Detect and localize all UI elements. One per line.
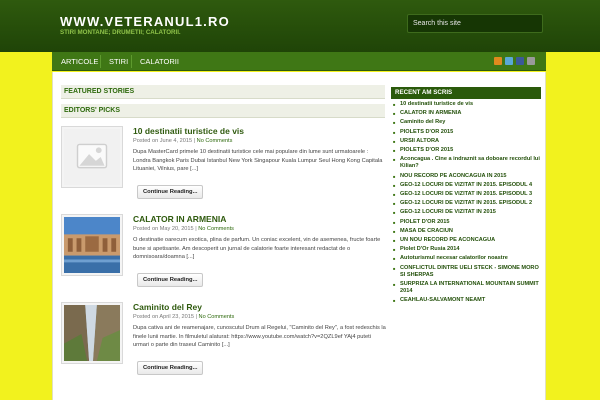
email-icon[interactable] [527, 57, 535, 65]
post-thumbnail[interactable] [61, 214, 123, 276]
post-excerpt: Dupa MasterCard primele 10 destinatii turistice cele mai populare din lume sunt urmatoarele : Londra Bangkok Paris Dubai Istanbul New York Singapour Kuala Lumpur Seul Hong Kong Capitala Lituaniei, Vilnius, pare [...] [133, 149, 383, 173]
post-thumbnail[interactable] [61, 126, 123, 188]
content-area [52, 72, 546, 400]
post-meta: Posted on May 20, 2015 | No Comments [133, 226, 234, 232]
recent-post-link[interactable]: ■ PIOLETS D'OR 2015 [391, 129, 541, 136]
gorge-image [64, 305, 120, 361]
post-excerpt: O destinatie oarecum exotica, plina de parfum. Un coniac excelent, vin de asemenea, fructe foarte bune si apetisante. Am descoperit un jurnal de calatorie foarte interesant redactat de o domnisoara/doamna [...] [133, 237, 381, 261]
search-input[interactable]: Search this site [407, 14, 543, 33]
featured-heading: FEATURED STORIES [61, 85, 385, 99]
continue-reading-button[interactable]: Continue Reading... [137, 361, 203, 375]
recent-post-link[interactable]: ■ UN NOU RECORD PE ACONCAGUA [391, 237, 541, 244]
twitter-icon[interactable] [505, 57, 513, 65]
facebook-icon[interactable] [516, 57, 524, 65]
post-title[interactable]: 10 destinatii turistice de vis [133, 126, 245, 136]
recent-post-link[interactable]: ■ URSII ALTORA [391, 138, 541, 145]
armenia-building-image [64, 217, 120, 273]
comments-link[interactable]: No Comments [198, 314, 235, 320]
nav-divider [100, 55, 101, 68]
recent-post-link[interactable]: ■ PIOLET D'OR 2015 [391, 219, 541, 226]
post-item [61, 302, 389, 382]
continue-reading-button[interactable]: Continue Reading... [137, 273, 203, 287]
comments-link[interactable]: No Comments [196, 138, 233, 144]
site-tagline: STIRI MONTANE; DRUMETII; CALATORII. [60, 29, 181, 36]
comments-link[interactable]: No Comments [198, 226, 234, 232]
recent-posts-list [391, 99, 541, 305]
recent-post-link[interactable]: ■ Aconcagua . Cine a indraznit sa doboare recordul lui Kilian? [391, 156, 541, 170]
nav-item-calatorii[interactable]: CALATORII [140, 57, 179, 66]
post-item [61, 214, 389, 294]
recent-post-link[interactable]: ■ NOU RECORD PE ACONCAGUA IN 2015 [391, 173, 541, 180]
recent-post-link[interactable]: ■ CEAHLAU-SALVAMONT NEAMT [391, 297, 541, 304]
sidebar-heading: RECENT AM SCRIS [391, 87, 541, 99]
recent-post-link[interactable]: ■ MASA DE CRACIUN [391, 228, 541, 235]
recent-post-link[interactable]: ■ CONFLICTUL DINTRE UELI STECK - SIMONE MORO SI SHERPAS [391, 265, 541, 279]
post-item [61, 126, 389, 206]
recent-post-link[interactable]: ■ PIOLETS D'OR 2015 [391, 147, 541, 154]
site-title[interactable]: WWW.VETERANUL1.RO [60, 14, 230, 29]
placeholder-image-icon [64, 129, 120, 185]
recent-post-link[interactable]: ■ CALATOR IN ARMENIA [391, 110, 541, 117]
post-title[interactable]: CALATOR IN ARMENIA [133, 214, 227, 224]
post-date: Posted on April 23, 2015 [133, 314, 194, 320]
recent-post-link[interactable]: ■ GEO-12 LOCURI DE VIZITAT IN 2015. EPISODUL 4 [391, 182, 541, 189]
rss-icon[interactable] [494, 57, 502, 65]
post-date: Posted on May 20, 2015 [133, 226, 194, 232]
sidebar [391, 87, 541, 307]
post-excerpt: Dupa cativa ani de reamenajare, cunoscutul Drum al Regelui, "Caminito del Rey", a fost redeschis la finele lunii martie. In filmuletul alaturat: https://www.youtube.com/watch?v=2QZL9ef YAj4 puteti urmari o parte din traseul Caminito [...] [133, 325, 386, 349]
recent-post-link[interactable]: ■ GEO-12 LOCURI DE VIZITAT IN 2015 [391, 209, 541, 216]
post-thumbnail[interactable] [61, 302, 123, 364]
continue-reading-button[interactable]: Continue Reading... [137, 185, 203, 199]
post-title[interactable]: Caminito del Rey [133, 302, 202, 312]
nav-divider [131, 55, 132, 68]
post-date: Posted on June 4, 2015 [133, 138, 193, 144]
recent-post-link[interactable]: ■ Caminito del Rey [391, 119, 541, 126]
recent-post-link[interactable]: ■ GEO-12 LOCURI DE VIZITAT IN 2015. EPISODUL 3 [391, 191, 541, 198]
main-nav [52, 52, 546, 71]
recent-post-link[interactable]: ■ SURPRIZA LA INTERNATIONAL MOUNTAIN SUMMIT 2014 [391, 281, 541, 295]
nav-item-articole[interactable]: ARTICOLE [61, 57, 99, 66]
editors-heading: EDITORS' PICKS [61, 104, 385, 118]
nav-item-stiri[interactable]: STIRI [109, 57, 129, 66]
post-meta: Posted on April 23, 2015 | No Comments [133, 314, 235, 320]
recent-post-link[interactable]: ■ Autoturismul necesar calatorilor noastre [391, 255, 541, 262]
recent-post-link[interactable]: ■ GEO-12 LOCURI DE VIZITAT IN 2015. EPISODUL 2 [391, 200, 541, 207]
recent-post-link[interactable]: ■ Piolet D'Or Rusia 2014 [391, 246, 541, 253]
site-header [0, 0, 600, 52]
post-meta: Posted on June 4, 2015 | No Comments [133, 138, 233, 144]
recent-post-link[interactable]: ■ 10 destinatii turistice de vis [391, 101, 541, 108]
